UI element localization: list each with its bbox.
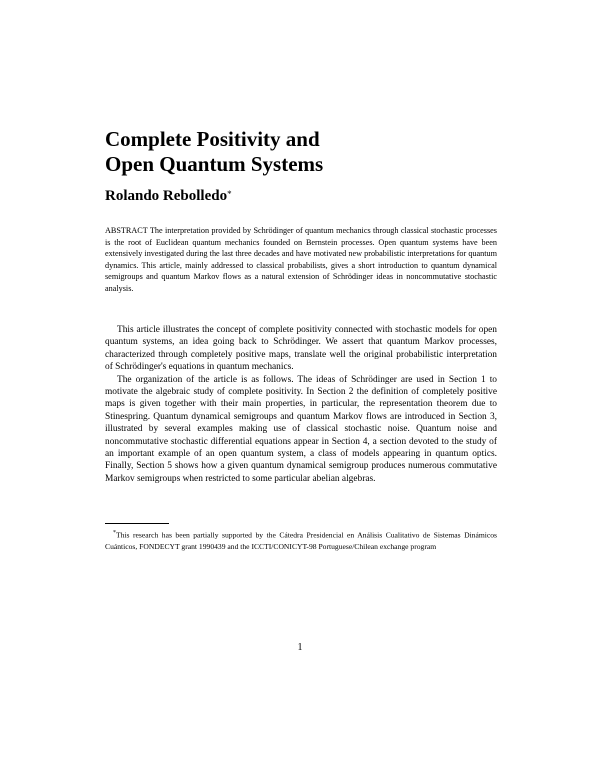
title-line-1: Complete Positivity and — [105, 127, 320, 151]
body-paragraph-2: The organization of the article is as follows. The ideas of Schrödinger are used in Section 1 to motivate the algebraic study of complete positivity. In Section 2 the definition of completely positive maps is given together with their main properties, in particular, the representation theorem due to Stinespring. Quantum dynamical semigroups and quantum Markov flows are introduced in Section 3, illustrated by several examples making use of classical stochastic noise. Quantum noise and noncommutative stochastic differential equations appear in Section 4, a section devoted to the study of an important example of an open quantum system, a class of models appearing in quantum optics. Finally, Section 5 shows how a given quantum dynamical semigroup produces numerous commutative Markov semigroups when restricted to some particular abelian algebras. — [105, 374, 497, 484]
footnote-content — [105, 528, 497, 552]
author-footnote-mark: * — [227, 189, 232, 199]
author — [105, 187, 232, 205]
footnote-mark: * — [113, 530, 116, 536]
abstract-label: ABSTRACT — [105, 226, 148, 235]
footnote-text: This research has been partially supported by the Cátedra Presidencial en Análisis Cualitativo de Sistemas Dinámicos Cuánticos, FONDECYT grant 1990439 and the ICCTI/CONICYT-98 Portuguese/Chilean exchange program — [105, 530, 497, 551]
page-number: 1 — [297, 642, 303, 653]
body-paragraph-1: This article illustrates the concept of complete positivity connected with stochastic models for open quantum systems, an idea going back to Schrödinger. We assert that quantum Markov processes, characterized through completely positive maps, translate well the original probabilistic interpretation of Schrödinger's equations in quantum mechanics. — [105, 325, 497, 373]
footnote-divider — [105, 523, 169, 524]
body-text — [105, 324, 497, 485]
footnote — [105, 528, 497, 552]
abstract — [105, 225, 497, 295]
abstract-text: The interpretation provided by Schrödinger of quantum mechanics through classical stochastic processes is the root of Euclidean quantum mechanics founded on Bernstein processes. Open quantum systems have been extensively investigated during the last three decades and have motivated new probabilistic interpretations for quantum dynamics. This article, mainly addressed to classical probabilists, gives a short introduction to quantum dynamical semigroups and quantum Markov flows as a natural extension of Schrödinger ideas in noncommutative stochastic analysis. — [105, 226, 497, 293]
paper-title — [105, 127, 505, 177]
title-line-2: Open Quantum Systems — [105, 152, 324, 176]
author-name: Rolando Rebolledo — [105, 188, 228, 204]
